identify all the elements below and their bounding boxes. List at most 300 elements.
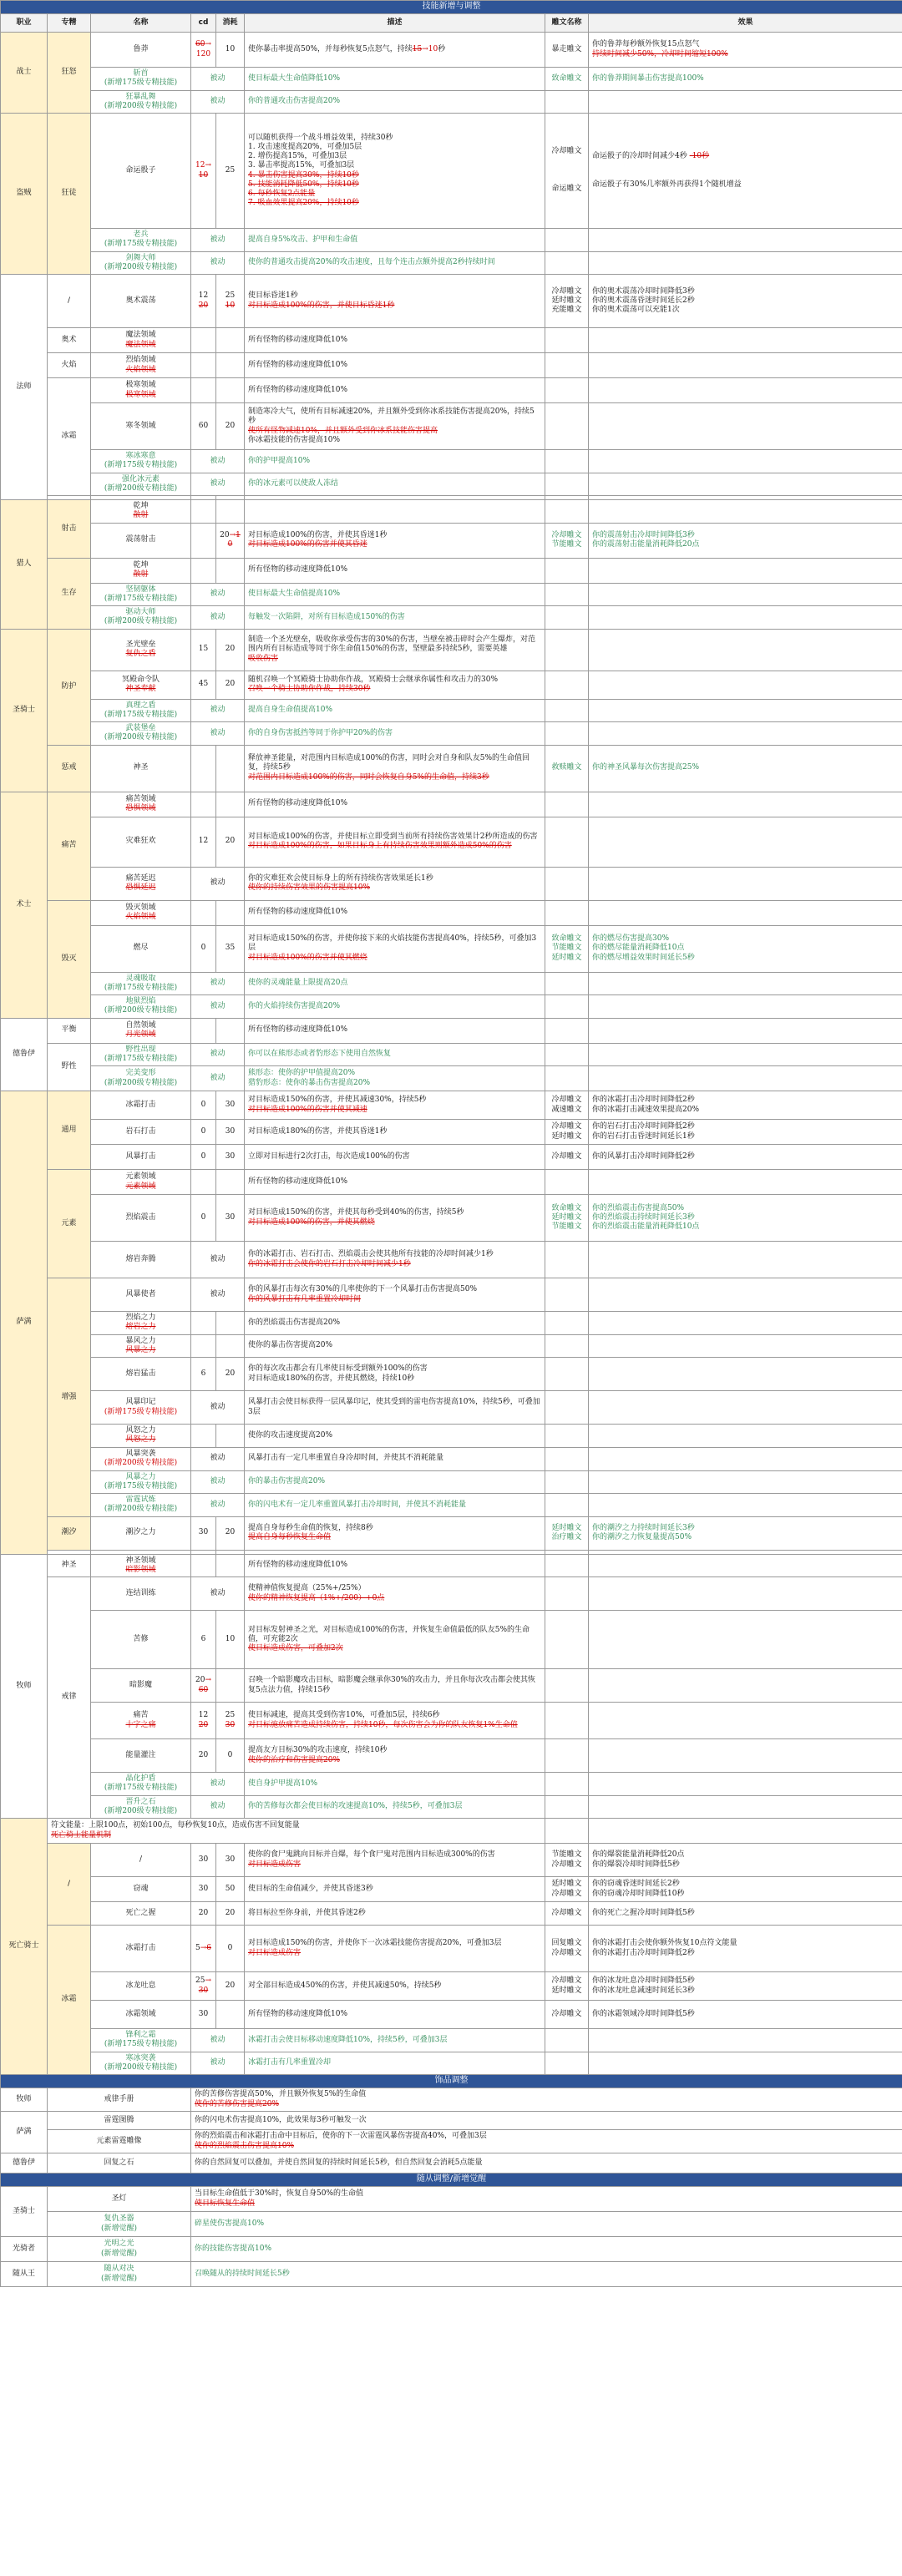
table-cell bbox=[545, 558, 589, 583]
table-cell: 救赎雕文 bbox=[545, 745, 589, 792]
cell-text: 坚韧躯体 bbox=[125, 585, 156, 594]
table-cell: 奥术 bbox=[48, 328, 91, 353]
table-cell bbox=[245, 523, 545, 558]
cell-text: 对目标造成100%的伤害，并使目标昏迷1秒 bbox=[248, 301, 395, 310]
table-cell: 戒律手册 bbox=[48, 2088, 191, 2112]
table-cell: 使你的攻击速度提高20% bbox=[245, 1425, 545, 1448]
cell-text: 5 bbox=[195, 1943, 200, 1952]
table-row bbox=[1, 817, 902, 867]
table-cell: 20 bbox=[216, 671, 245, 699]
table-cell bbox=[589, 722, 902, 746]
cell-text: 减速雕文 bbox=[551, 1105, 582, 1114]
table-cell: 风暴打击会使目标获得一层风暴印记，使其受到的雷电伤害提高10%，持续5秒，可叠加3层 bbox=[245, 1391, 545, 1425]
cell-text: 对目标造成100%的伤害，并使其昏迷1秒 bbox=[248, 530, 388, 539]
cell-text: 痛苦延迟 bbox=[125, 873, 156, 883]
table-cell bbox=[589, 1669, 902, 1703]
table-row bbox=[1, 1120, 902, 1145]
cell-text: 30 bbox=[225, 1720, 236, 1729]
table-cell: 你的冰霜领域冷却时间降低5秒 bbox=[589, 2001, 902, 2029]
cell-text: 地狱烈焰 bbox=[125, 997, 156, 1005]
header-cost: 消耗 bbox=[216, 14, 245, 33]
cell-text: (新增175级专精技能) bbox=[104, 1407, 178, 1416]
cell-text: 风怒之力 bbox=[125, 1435, 156, 1445]
table-cell: 被动 bbox=[191, 722, 245, 746]
table-cell: 防护 bbox=[48, 629, 91, 745]
table-row bbox=[1, 2187, 902, 2212]
table-cell: 灾难狂欢 bbox=[91, 817, 191, 867]
cell-text: 乾坤 bbox=[133, 502, 149, 510]
skill-desc bbox=[245, 33, 545, 68]
table-cell: 你的暴击伤害提高20% bbox=[245, 1470, 545, 1494]
table-cell: 风暴使者 bbox=[91, 1278, 191, 1312]
table-cell: 冰霜打击会使目标移动速度降低10%，持续5秒，可叠加3层 bbox=[245, 2029, 545, 2052]
cell-text: 使目标造成伤害，可叠加2次 bbox=[248, 1644, 343, 1653]
cell-text: (新增200级专精技能) bbox=[104, 617, 178, 626]
table-cell: 20 bbox=[216, 1972, 245, 2001]
cell-text: 你冰霜技能的伤害提高10% bbox=[248, 435, 341, 444]
cell-text: 暗影领域 bbox=[125, 1565, 156, 1574]
table-row bbox=[1, 1516, 902, 1550]
table-cell bbox=[91, 1391, 191, 1425]
table-cell bbox=[91, 450, 191, 473]
table-row bbox=[1, 745, 902, 792]
table-cell bbox=[545, 251, 589, 275]
table-cell bbox=[91, 251, 191, 275]
table-row bbox=[1, 251, 902, 275]
table-cell bbox=[589, 90, 902, 114]
class-warrior: 战士 bbox=[1, 33, 48, 114]
table-cell: 35 bbox=[216, 925, 245, 972]
table-cell: 你的鲁莽期间暴击伤害提高100% bbox=[589, 68, 902, 91]
table-cell: 0 bbox=[191, 925, 216, 972]
table-cell: 30 bbox=[191, 1877, 216, 1902]
table-row bbox=[1, 1877, 902, 1902]
cell-text: 命运骰子的冷却时间减少4秒 bbox=[592, 152, 687, 160]
cell-text: 晶化护盾 bbox=[125, 1774, 156, 1783]
table-cell bbox=[545, 353, 589, 378]
class-shaman: 萨满 bbox=[1, 1091, 48, 1555]
table-cell bbox=[545, 629, 589, 671]
table-cell: 你可以在熊形态或者豹形态下使用自然恢复 bbox=[245, 1043, 545, 1066]
cell-text: 延时雕文 bbox=[551, 1131, 582, 1141]
table-cell bbox=[589, 1278, 902, 1312]
cell-text: 乾坤 bbox=[133, 560, 149, 569]
table-cell bbox=[545, 1703, 589, 1739]
table-cell: 燃尽 bbox=[91, 925, 191, 972]
table-row bbox=[1, 1358, 902, 1391]
class-mage: 法师 bbox=[1, 275, 48, 500]
cell-text: 你的烈焰震击持续时间延长3秒 bbox=[592, 1212, 695, 1222]
cell-text: 元素领域 bbox=[125, 1182, 156, 1191]
table-cell: 命运骰子 bbox=[91, 114, 191, 229]
table-cell bbox=[245, 1844, 545, 1877]
cell-text: 25 bbox=[195, 1976, 205, 1986]
cell-text: 对范围内目标造成100%的伤害，同时会恢复自身5%的生命值，持续3秒 bbox=[248, 772, 489, 782]
cell-text: (新增175级专精技能) bbox=[104, 1784, 178, 1793]
table-cell: 生存 bbox=[48, 558, 91, 629]
table-cell bbox=[245, 1703, 545, 1739]
table-cell bbox=[191, 114, 216, 229]
cell-text: 寒冰寒意 bbox=[125, 452, 156, 460]
cell-text: 雷霆试炼 bbox=[125, 1495, 156, 1504]
table-row bbox=[1, 671, 902, 699]
table-row bbox=[1, 2029, 902, 2052]
cell-text: 你的冰龙吐息减速时间延长3秒 bbox=[592, 1986, 695, 1995]
table-cell bbox=[91, 1494, 191, 1517]
table-cell: 冰霜打击 bbox=[91, 1091, 191, 1120]
table-cell: 使你的普通攻击提高20%的攻击速度，且每个连击点额外提高2秒持续时间 bbox=[245, 251, 545, 275]
table-cell bbox=[191, 1972, 216, 2001]
table-cell bbox=[216, 275, 245, 328]
table-cell bbox=[191, 523, 216, 558]
table-cell: 30 bbox=[216, 1145, 245, 1170]
cell-text: 延时雕文 bbox=[551, 296, 582, 305]
table-cell: 你的风暴打击冷却时间降低2秒 bbox=[589, 1145, 902, 1170]
table-cell bbox=[245, 1066, 545, 1091]
table-cell: 45 bbox=[191, 671, 216, 699]
cell-text: 使所有怪物减速10%，并且额外受到你冰系技能伤害提高 bbox=[248, 426, 438, 435]
table-cell: 被动 bbox=[191, 1043, 245, 1066]
cell-text: 你的烈焰震击能量消耗降低10点 bbox=[592, 1222, 700, 1232]
cell-text: 毁灭领域 bbox=[125, 903, 156, 912]
table-row bbox=[1, 114, 902, 229]
table-cell: 你的神圣风暴每次伤害提高25% bbox=[589, 745, 902, 792]
cell-text: 你的风暴打击有几率重置冷却时间 bbox=[248, 1294, 362, 1303]
table-cell bbox=[545, 275, 589, 328]
table-cell bbox=[545, 1425, 589, 1448]
table-cell bbox=[545, 1334, 589, 1358]
table-cell bbox=[589, 817, 902, 867]
table-cell bbox=[216, 900, 245, 925]
table-cell bbox=[589, 1358, 902, 1391]
table-cell: 20 bbox=[216, 629, 245, 671]
class-hunter: 猎人 bbox=[1, 500, 48, 630]
cell-text: 30 bbox=[198, 1986, 209, 1995]
cell-text: 痛苦领域 bbox=[125, 794, 156, 803]
cell-text: 你的潮汐之力持续时间延长3秒 bbox=[592, 1523, 695, 1532]
table-cell bbox=[589, 328, 902, 353]
table-cell: 你的普通攻击伤害提高20% bbox=[245, 90, 545, 114]
table-cell: 20 bbox=[216, 817, 245, 867]
table-row bbox=[1, 558, 902, 583]
table-cell bbox=[191, 1703, 216, 1739]
section-title-skills: 技能新增与调整 bbox=[1, 1, 902, 14]
cell-text: 10 bbox=[225, 301, 236, 310]
table-cell bbox=[589, 1554, 902, 1577]
cell-text: 自然领域 bbox=[125, 1020, 156, 1030]
table-cell: 20 bbox=[216, 1358, 245, 1391]
table-cell: 能量灌注 bbox=[91, 1739, 191, 1773]
table-cell: 20 bbox=[191, 1902, 216, 1926]
cell-text: 你的烈焰震击和冰霜打击命中目标后，使你的下一次雷霆风暴伤害提高40%，可叠加3层 bbox=[195, 2132, 487, 2141]
table-cell bbox=[91, 1447, 191, 1470]
cell-text: (新增200级专精技能) bbox=[104, 1806, 178, 1815]
table-cell: 30 bbox=[191, 1844, 216, 1877]
table-row bbox=[1, 2262, 902, 2287]
cell-text: → bbox=[205, 161, 211, 170]
table-cell bbox=[545, 328, 589, 353]
table-cell bbox=[91, 1470, 191, 1494]
table-cell bbox=[589, 583, 902, 606]
table-cell bbox=[216, 1018, 245, 1043]
table-row bbox=[1, 1145, 902, 1170]
table-cell bbox=[589, 1425, 902, 1448]
table-cell bbox=[91, 90, 191, 114]
table-cell bbox=[545, 1391, 589, 1425]
table-cell bbox=[216, 1425, 245, 1448]
table-row bbox=[1, 1795, 902, 1819]
table-cell bbox=[191, 745, 216, 792]
cell-text: 你的冰霜打击、岩石打击、烈焰震击会使其他所有技能的冷却时间减少1秒 bbox=[248, 1250, 494, 1259]
table-cell bbox=[191, 500, 216, 524]
table-cell bbox=[545, 450, 589, 473]
table-cell: 你的死亡之握冷却时间降低5秒 bbox=[589, 1902, 902, 1926]
table-cell: 冷却雕文 bbox=[545, 2001, 589, 2029]
table-cell bbox=[545, 1018, 589, 1043]
cell-text: 命运雕文 bbox=[551, 185, 582, 194]
cell-text: (新增觉醒) bbox=[100, 2274, 138, 2283]
table-row bbox=[1, 1334, 902, 1358]
table-cell bbox=[545, 1819, 589, 1844]
table-cell bbox=[545, 523, 589, 558]
table-cell bbox=[91, 1066, 191, 1091]
table-row bbox=[1, 500, 902, 524]
cell-text: (新增200级专精技能) bbox=[104, 483, 178, 493]
cell-text: 12 bbox=[198, 1711, 209, 1720]
cell-text: 致命雕文 bbox=[551, 1203, 582, 1212]
table-cell bbox=[589, 1877, 902, 1902]
table-cell bbox=[545, 1611, 589, 1669]
cell-text: 剑舞大师 bbox=[125, 253, 156, 262]
cell-text: 延时雕文 bbox=[551, 1212, 582, 1222]
cell-text: 你的窃魂昏迷时间延长2秒 bbox=[592, 1880, 680, 1889]
cell-text: -10秒 bbox=[689, 152, 710, 160]
cell-text: 冷却雕文 bbox=[551, 1976, 582, 1986]
table-cell bbox=[48, 1819, 545, 1844]
table-cell bbox=[589, 1470, 902, 1494]
table-cell bbox=[245, 629, 545, 671]
table-row bbox=[1, 473, 902, 496]
cell-text: 对目标造成100%的伤害，并使目标立即受到当前所有持续伤害效果计2秒所造成的伤害 bbox=[248, 832, 538, 841]
table-cell bbox=[216, 745, 245, 792]
table-cell bbox=[545, 792, 589, 817]
table-cell: 将目标拉至你身前，并使其昏迷2秒 bbox=[245, 1902, 545, 1926]
table-cell bbox=[589, 1242, 902, 1278]
table-cell bbox=[589, 1739, 902, 1773]
table-cell bbox=[589, 473, 902, 496]
table-cell bbox=[245, 1739, 545, 1773]
table-cell: 连结训练 bbox=[91, 1577, 191, 1611]
cell-text: 15 bbox=[412, 44, 423, 53]
table-cell bbox=[545, 90, 589, 114]
table-cell bbox=[191, 558, 216, 583]
table-cell: 30 bbox=[216, 1120, 245, 1145]
table-cell: 你的闪电术伤害提高10%，此效果每3秒可触发一次 bbox=[191, 2112, 902, 2130]
table-cell: 所有怪物的移动速度降低10% bbox=[245, 2001, 545, 2029]
table-cell bbox=[545, 1312, 589, 1335]
cell-text: 你的窃魂冷却时间降低10秒 bbox=[592, 1889, 685, 1898]
cell-text: 你的冰霜打击会使你的岩石打击冷却时间减少1秒 bbox=[248, 1259, 411, 1268]
table-cell bbox=[589, 671, 902, 699]
table-cell: 20 bbox=[216, 1902, 245, 1926]
table-cell bbox=[545, 1554, 589, 1577]
cell-text: 复仇之盾 bbox=[125, 650, 156, 658]
table-cell: 50 bbox=[216, 1877, 245, 1902]
table-cell bbox=[91, 583, 191, 606]
cell-text: 复仇圣器 bbox=[104, 2214, 134, 2224]
cell-text: → bbox=[205, 40, 211, 49]
table-cell bbox=[545, 1494, 589, 1517]
class-dk: 死亡骑士 bbox=[1, 1819, 48, 2075]
table-cell: 死亡之握 bbox=[91, 1902, 191, 1926]
cell-text: 你的鲁莽每秒额外恢复15点怒气 bbox=[592, 40, 700, 49]
table-cell bbox=[545, 1043, 589, 1066]
table-cell bbox=[91, 1312, 191, 1335]
table-cell bbox=[191, 1425, 216, 1448]
cell-text: 120 bbox=[195, 49, 211, 58]
table-cell bbox=[91, 900, 191, 925]
cell-text: 对目标造成100%的伤害，如果目标身上有持续伤害效果则额外造成50%的伤害 bbox=[248, 842, 512, 850]
table-cell bbox=[191, 1312, 216, 1335]
table-cell bbox=[545, 699, 589, 722]
table-cell bbox=[545, 900, 589, 925]
table-cell bbox=[589, 450, 902, 473]
table-cell bbox=[191, 33, 216, 68]
table-cell: 6 bbox=[191, 1358, 216, 1391]
cell-text: 你的每次攻击都会有几率使目标受到额外100%的伤害 bbox=[248, 1364, 428, 1374]
cell-text: 提高自身每秒恢复生命值 bbox=[248, 1533, 332, 1541]
table-cell bbox=[191, 900, 216, 925]
cell-text: 熊形态：使你的护甲值提高20% bbox=[248, 1069, 356, 1078]
table-cell: 30 bbox=[216, 1195, 245, 1242]
table-row bbox=[1, 1554, 902, 1577]
table-cell bbox=[589, 1066, 902, 1091]
table-cell: 你的烈焰震击伤害提高20% bbox=[245, 1312, 545, 1335]
table-cell bbox=[245, 1577, 545, 1611]
table-cell bbox=[589, 523, 902, 558]
table-cell bbox=[216, 558, 245, 583]
table-cell: 致命雕文 bbox=[545, 68, 589, 91]
cell-text: 命运骰子有30%几率额外再获得1个随机增益 bbox=[592, 180, 742, 189]
table-cell: 被动 bbox=[191, 2052, 245, 2075]
table-row bbox=[1, 1611, 902, 1669]
cell-text: 你的冰霜打击冷却时间降低2秒 bbox=[592, 1948, 695, 1957]
table-cell bbox=[191, 275, 216, 328]
table-cell: 寒冬领域 bbox=[91, 403, 191, 450]
table-cell bbox=[545, 1066, 589, 1091]
table-cell: 12 bbox=[191, 817, 216, 867]
cell-text: 你的震荡射击冷却时间降低3秒 bbox=[592, 530, 695, 539]
table-cell bbox=[191, 378, 216, 403]
cell-text: 20 bbox=[195, 1676, 205, 1685]
table-row bbox=[1, 1066, 902, 1091]
table-cell bbox=[91, 378, 191, 403]
table-cell: 被动 bbox=[191, 2029, 245, 2052]
table-cell bbox=[191, 1334, 216, 1358]
cell-text: (新增200级专精技能) bbox=[104, 1505, 178, 1514]
table-cell bbox=[216, 1554, 245, 1577]
cell-text: 风暴突袭 bbox=[125, 1449, 156, 1458]
table-cell: 被动 bbox=[191, 995, 245, 1019]
table-cell bbox=[48, 2212, 191, 2237]
table-cell bbox=[191, 1669, 216, 1703]
table-cell bbox=[545, 1972, 589, 2001]
cell-text: 冷却雕文 bbox=[551, 1948, 582, 1957]
table-cell: 被动 bbox=[191, 1470, 245, 1494]
table-row bbox=[1, 867, 902, 900]
table-cell bbox=[245, 403, 545, 450]
cell-text: 烈焰之力 bbox=[125, 1313, 156, 1322]
table-row bbox=[1, 995, 902, 1019]
cell-text: (新增200级专精技能) bbox=[104, 733, 178, 742]
table-row bbox=[1, 1844, 902, 1877]
table-cell bbox=[545, 1447, 589, 1470]
cell-text: (新增175级专精技能) bbox=[104, 240, 178, 249]
table-cell: 30 bbox=[191, 1516, 216, 1550]
cell-text: 冷却雕文 bbox=[551, 530, 582, 539]
table-cell bbox=[91, 558, 191, 583]
table-cell bbox=[91, 1425, 191, 1448]
table-cell bbox=[545, 1278, 589, 1312]
table-row bbox=[1, 2088, 902, 2112]
cell-text: 对目标造成150%的伤害，并使其每秒受到40%的伤害，持续5秒 bbox=[248, 1208, 464, 1217]
table-cell: 10 bbox=[216, 1611, 245, 1669]
table-cell bbox=[91, 328, 191, 353]
table-cell: 所有怪物的移动速度降低10% bbox=[245, 328, 545, 353]
cell-text: 冷却雕文 bbox=[551, 1096, 582, 1105]
table-cell bbox=[91, 68, 191, 91]
cell-text: → bbox=[422, 44, 428, 53]
table-cell bbox=[589, 353, 902, 378]
table-cell bbox=[216, 792, 245, 817]
table-cell bbox=[191, 1554, 216, 1577]
class-warlock: 术士 bbox=[1, 792, 48, 1018]
cell-text: 你的苦修伤害提高50%，并且额外恢复5%的生命值 bbox=[195, 2090, 367, 2099]
cell-text: 灵魂吸取 bbox=[125, 974, 156, 983]
table-cell bbox=[545, 1358, 589, 1391]
table-cell bbox=[589, 229, 902, 252]
table-cell: 所有怪物的移动速度降低10% bbox=[245, 1554, 545, 1577]
cell-text: 你的灾难狂欢会使目标身上的所有持续伤害效果延长1秒 bbox=[248, 873, 433, 883]
table-cell bbox=[589, 1391, 902, 1425]
class-priest: 牧师 bbox=[1, 1554, 48, 1819]
table-cell: 冷却雕文 bbox=[545, 1145, 589, 1170]
table-cell bbox=[589, 1516, 902, 1550]
table-cell: 所有怪物的移动速度降低10% bbox=[245, 378, 545, 403]
table-cell: 0 bbox=[216, 1739, 245, 1773]
table-cell: 潮汐 bbox=[48, 1516, 91, 1550]
table-cell bbox=[91, 1703, 191, 1739]
table-cell: 烈焰震击 bbox=[91, 1195, 191, 1242]
table-cell bbox=[589, 995, 902, 1019]
table-row bbox=[1, 2112, 902, 2130]
table-cell bbox=[91, 792, 191, 817]
table-cell: 0 bbox=[191, 1091, 216, 1120]
table-cell: 被动 bbox=[191, 606, 245, 630]
table-cell bbox=[91, 2029, 191, 2052]
cell-text: 提高自身每秒生命值的恢复，持续8秒 bbox=[248, 1523, 373, 1532]
table-cell: 被动 bbox=[191, 583, 245, 606]
table-cell: 暴走雕文 bbox=[545, 33, 589, 68]
table-cell: 圣骑士 bbox=[1, 2187, 48, 2237]
header-glyph: 雕文名称 bbox=[545, 14, 589, 33]
table-row bbox=[1, 68, 902, 91]
table-cell bbox=[589, 1494, 902, 1517]
table-cell: 0 bbox=[191, 1120, 216, 1145]
table-row bbox=[1, 403, 902, 450]
cell-text: 对目标造成100%的伤害并使其昏迷 bbox=[248, 540, 367, 549]
table-cell bbox=[589, 275, 902, 328]
